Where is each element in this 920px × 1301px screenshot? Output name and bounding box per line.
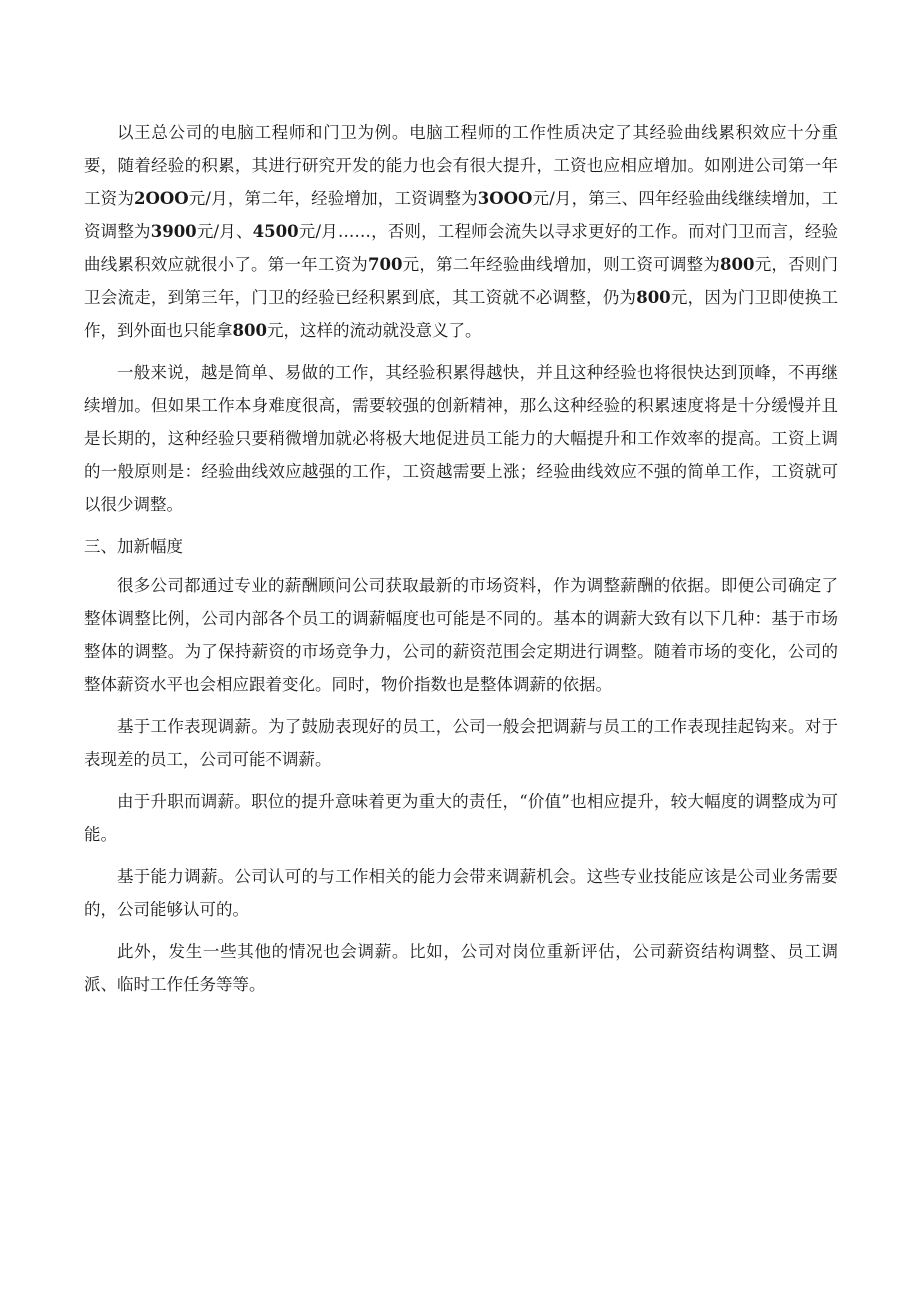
salary-figure: 3OOO (477, 189, 533, 208)
salary-figure: 2OOO (134, 189, 189, 208)
salary-figure: 700 (367, 255, 403, 274)
paragraph-performance-raise: 基于工作表现调薪。为了鼓励表现好的员工，公司一般会把调薪与员工的工作表现挂起钩来。对于表现差的员工，公司可能不调薪。 (84, 717, 838, 769)
salary-figure: 800 (636, 288, 671, 307)
paragraph-promotion-raise: 由于升职而调薪。职位的提升意味着更为重大的责任，“价值”也相应提升，较大幅度的调整成为可能。 (84, 792, 838, 844)
section-heading: 三、加新幅度 (84, 537, 183, 556)
document-body (84, 116, 838, 1010)
paragraph-experience-principle: 一般来说，越是简单、易做的工作，其经验积累得越快，并且这种经验也将很快达到顶峰，不再继续增加。但如果工作本身难度很高，需要较强的创新精神，那么这种经验的积累速度将是十分缓慢并且是长期的，这种经验只要稍微增加就必将极大地促进员工能力的大幅提升和工作效率的提高。工资上调的一般原则是：经验曲线效应越强的工作，工资越需要上涨；经验曲线效应不强的简单工作，工资就可以很少调整。 (84, 363, 838, 514)
paragraph-market-adjustment: 很多公司都通过专业的薪酬顾问公司获取最新的市场资料，作为调整薪酬的依据。即便公司确定了整体调整比例，公司内部各个员工的调薪幅度也可能是不同的。基本的调薪大致有以下几种：基于市场整体的调整。为了保持薪资的市场竞争力，公司的薪资范围会定期进行调整。随着市场的变化，公司的整体薪资水平也会相应跟着变化。同时，物价指数也是整体调薪的依据。 (84, 576, 838, 694)
salary-figure: 4500 (252, 222, 299, 241)
paragraph-engineer-guard-example: 以王总公司的电脑工程师和门卫为例。电脑工程师的工作性质决定了其经验曲线累积效应十分重要，随着经验的积累，其进行研究开发的能力也会有很大提升，工资也应相应增加。如刚进公司第一年工资为2OOO元/月，第二年，经验增加，工资调整为3OOO元/月，第三、四年经验曲线继续增加，工资调整为3900元/月、4500元/月……，否则，工程师会流失以寻求更好的工作。而对门卫而言，经验曲线累积效应就很小了。第一年工资为700元，第二年经验曲线增加，则工资可调整为800元，否则门卫会流走，到第三年，门卫的经验已经积累到底，其工资就不必调整，仍为800元，因为门卫即使换工作，到外面也只能拿800元，这样的流动就没意义了。 (84, 123, 839, 340)
salary-figure: 800 (232, 321, 267, 340)
paragraph-ability-raise: 基于能力调薪。公司认可的与工作相关的能力会带来调薪机会。这些专业技能应该是公司业务需要的，公司能够认可的。 (84, 867, 838, 919)
paragraph-other-situations: 此外，发生一些其他的情况也会调薪。比如，公司对岗位重新评估，公司薪资结构调整、员工调派、临时工作任务等等。 (84, 942, 838, 994)
salary-figure: 3900 (150, 222, 197, 241)
salary-figure: 800 (720, 255, 755, 274)
